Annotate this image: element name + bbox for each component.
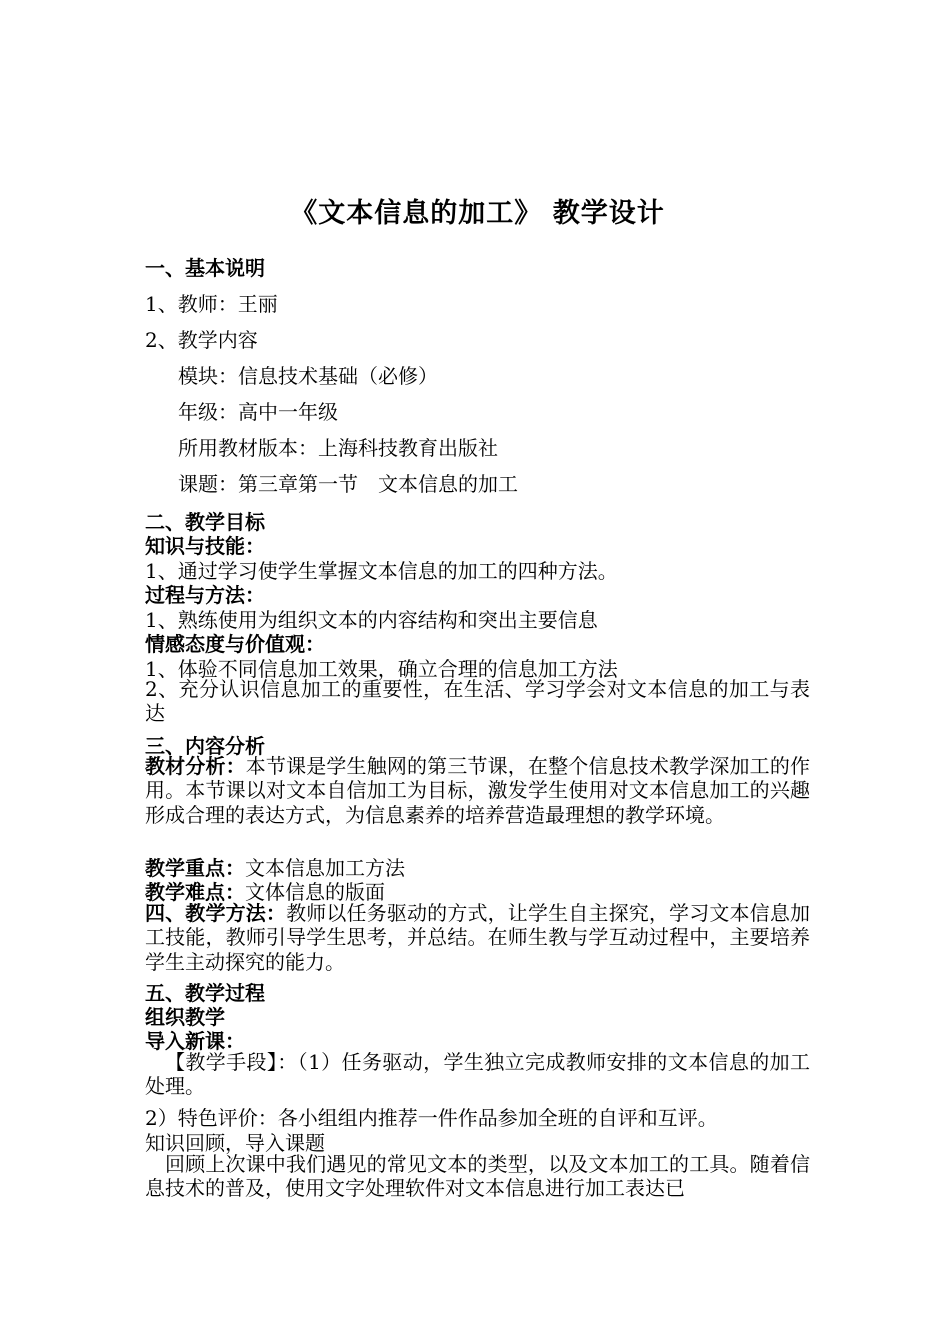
- section-goals-heading: 二、教学目标: [145, 510, 265, 534]
- process-item-1: 1、熟练使用为组织文本的内容结构和突出主要信息: [145, 608, 598, 632]
- material-text: 本节课是学生触网的第三节课，在整个信息技术教学深加工的作用。本节课以对文本自信加工为目标，激发学生使用对文本信息加工的兴趣形成合理的表达方式，为信息素养的培养营造最理想的教学环境。: [145, 754, 810, 827]
- key-label: 教学重点：: [145, 856, 245, 880]
- process-label: 过程与方法：: [145, 583, 265, 607]
- document-title: 《文本信息的加工》 教学设计: [290, 198, 665, 229]
- evaluation-line: 2）特色评价：各小组组内推荐一件作品参加全班的自评和互评。: [145, 1106, 718, 1130]
- intro-label: 导入新课：: [145, 1029, 245, 1053]
- textbook-line: 所用教材版本：上海科技教育出版社: [178, 436, 498, 460]
- topic-line: 课题：第三章第一节 文本信息的加工: [178, 472, 518, 496]
- grade-line: 年级：高中一年级: [178, 400, 338, 424]
- attitude-label: 情感态度与价值观：: [145, 632, 325, 656]
- content-label: 2、教学内容: [145, 328, 258, 352]
- attitude-item-1: 1、体验不同信息加工效果，确立合理的信息加工方法: [145, 657, 618, 681]
- review-text: 回顾上次课中我们遇见的常见文本的类型，以及文本加工的工具。随着信息技术的普及，使用文字处理软件对文本信息进行加工表达已: [145, 1152, 810, 1201]
- organize-label: 组织教学: [145, 1005, 225, 1029]
- material-analysis: [145, 754, 810, 827]
- method-label: 四、教学方法：: [145, 901, 287, 925]
- review-title: 知识回顾，导入课题: [145, 1131, 325, 1155]
- material-label: 教材分析：: [145, 754, 246, 778]
- section-analysis-heading: 三、内容分析: [145, 734, 265, 758]
- section-basic-heading: 一、基本说明: [145, 256, 265, 280]
- document-page: [145, 0, 810, 1344]
- knowledge-item-1: 1、通过学习使学生掌握文本信息的加工的四种方法。: [145, 559, 618, 583]
- teacher-line: 1、教师：王丽: [145, 292, 278, 316]
- key-text: 文本信息加工方法: [245, 856, 405, 880]
- module-line: 模块：信息技术基础（必修）: [178, 364, 438, 388]
- method-text: 教师以任务驱动的方式，让学生自主探究，学习文本信息加工技能，教师引导学生思考，并总结。在师生教与学互动过程中，主要培养学生主动探究的能力。: [145, 901, 810, 974]
- difficulty-text: 文体信息的版面: [245, 880, 385, 904]
- difficulty-label: 教学难点：: [145, 880, 245, 904]
- teaching-method: [145, 901, 810, 974]
- attitude-item-2: 2、充分认识信息加工的重要性，在生活、学习学会对文本信息的加工与表达: [145, 677, 810, 726]
- section-process-heading: 五、教学过程: [145, 981, 265, 1005]
- knowledge-label: 知识与技能：: [145, 534, 265, 558]
- teaching-means: 【教学手段】：（1）任务驱动，学生独立完成教师安排的文本信息的加工处理。: [145, 1050, 810, 1099]
